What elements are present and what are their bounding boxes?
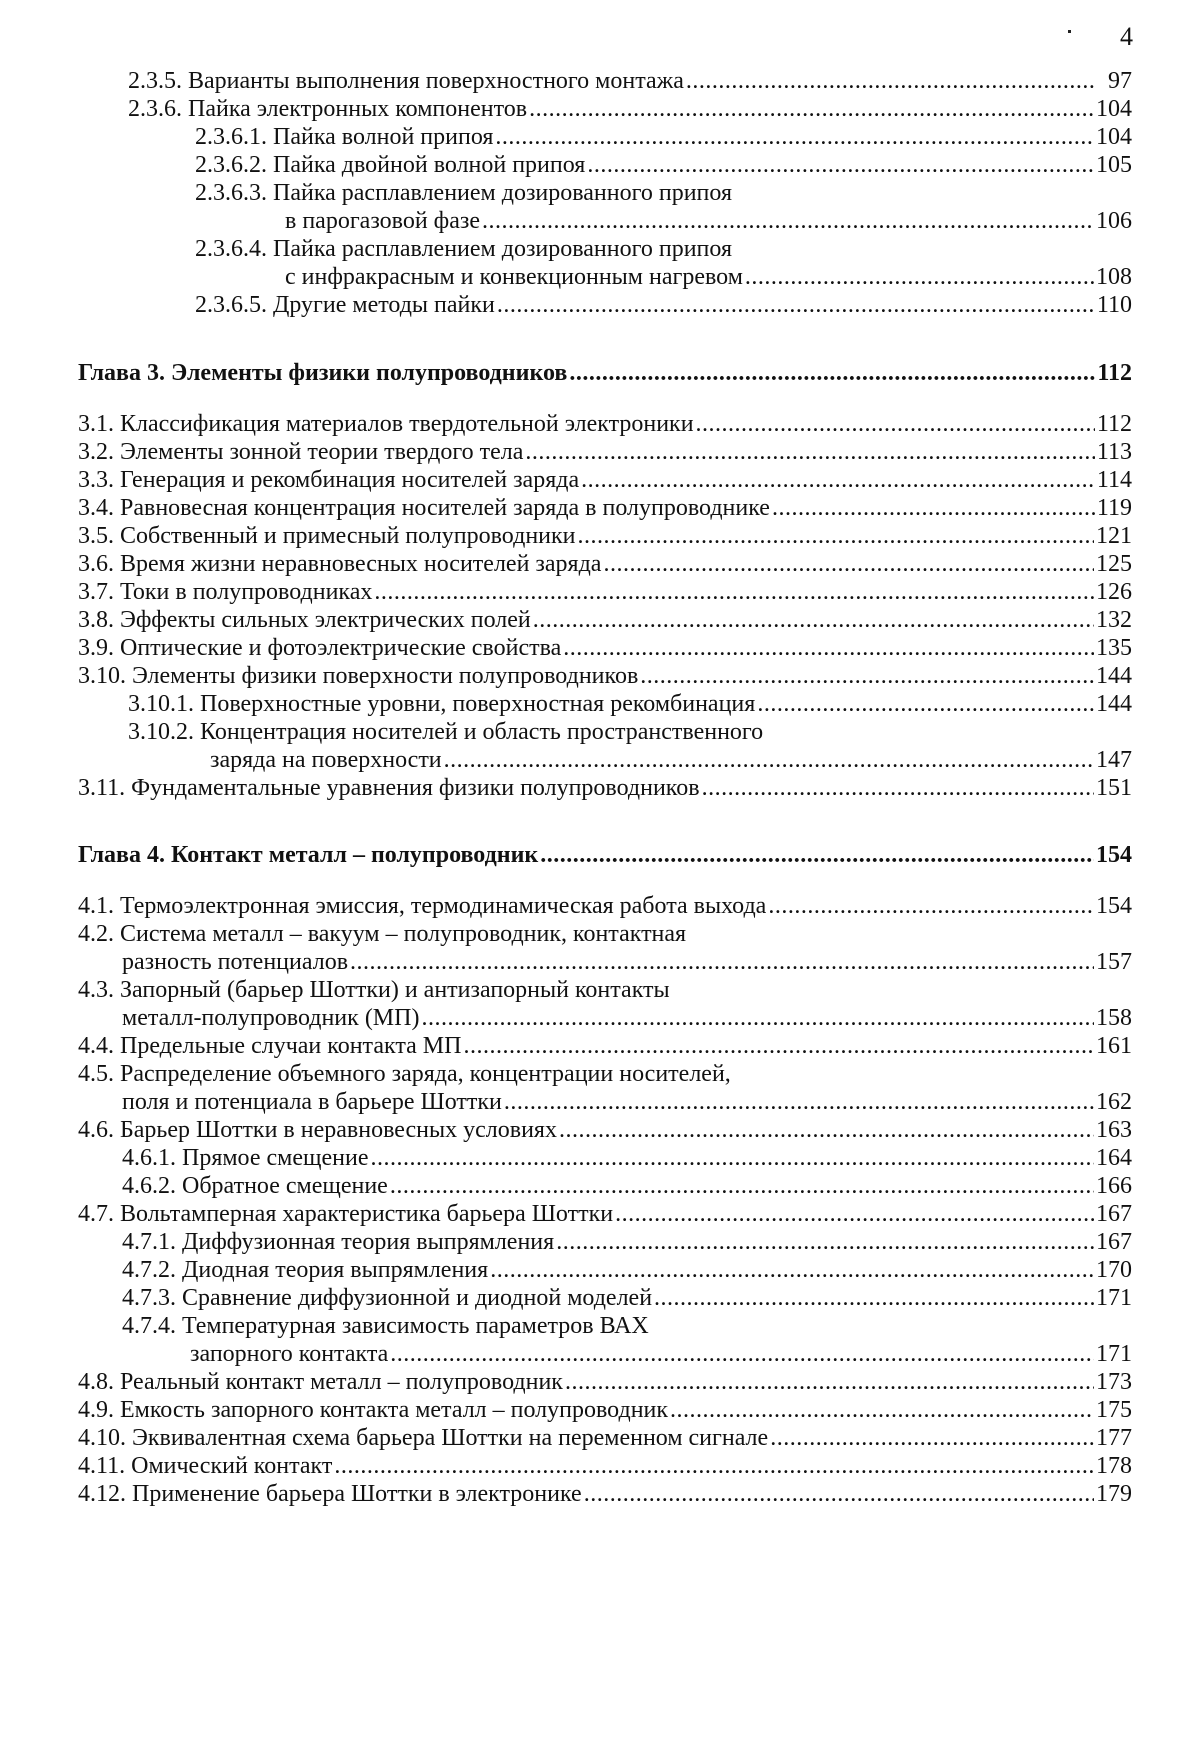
toc-entry-1-title: 2.3.6. Пайка электронных компонентов [128, 96, 528, 122]
toc-entry [78, 1199, 1132, 1230]
toc-entry-34-title: 4.7.4. Температурная зависимость параметров ВАХ [122, 1313, 649, 1339]
toc-entry-7-title: Глава 3. Элементы физики полупроводников [78, 360, 568, 386]
toc-entry-9-title: 3.2. Элементы зонной теории твердого тела [78, 439, 524, 465]
toc-entry-15-page-number: 132 [1096, 607, 1132, 633]
toc-entry [195, 122, 1132, 153]
toc-entry-26-page-number: 162 [1096, 1089, 1132, 1115]
toc-entry-9-page-number: 113 [1096, 439, 1132, 465]
toc-entry [78, 437, 1132, 468]
dot-leader [540, 840, 1094, 871]
dot-leader [350, 947, 1094, 978]
toc-entry-30-page-number: 167 [1096, 1201, 1132, 1227]
dot-leader [565, 1367, 1094, 1398]
dot-leader [529, 94, 1094, 125]
toc-entry [78, 1115, 1132, 1146]
toc-entry-14-page-number: 126 [1096, 579, 1132, 605]
toc-entry [78, 549, 1132, 580]
dot-leader [772, 493, 1095, 524]
toc-entry [78, 1395, 1132, 1426]
toc-entry-31-page-number: 167 [1096, 1229, 1132, 1255]
dot-leader [569, 358, 1095, 389]
toc-entry [78, 577, 1132, 608]
chapter-heading [78, 840, 1132, 871]
toc-entry-36-page-number: 175 [1096, 1397, 1132, 1423]
toc-entry-39-title: 4.12. Применение барьера Шоттки в электронике [78, 1481, 582, 1507]
toc-entry-37-title: 4.10. Эквивалентная схема барьера Шоттки на переменном сигнале [78, 1425, 769, 1451]
dot-leader [578, 521, 1094, 552]
toc-entry-29-page-number: 166 [1096, 1173, 1132, 1199]
chapter-heading [78, 358, 1132, 389]
toc-entry-10-page-number: 114 [1096, 467, 1132, 493]
toc-entry [122, 1227, 1132, 1258]
dot-leader [563, 633, 1094, 664]
dot-leader [587, 150, 1094, 181]
toc-entry-11-page-number: 119 [1096, 495, 1132, 521]
toc-entry [210, 745, 1132, 776]
dot-leader [603, 549, 1094, 580]
toc-entry-21-page-number: 154 [1096, 842, 1132, 868]
toc-entry-5-title-cont: с инфракрасным и конвекционным нагревом [285, 264, 743, 290]
dot-leader [421, 1003, 1094, 1034]
toc-entry-23-page-number: 157 [1096, 949, 1132, 975]
dot-leader [757, 689, 1094, 720]
scan-speck [1068, 30, 1071, 33]
toc-entry-13-title: 3.6. Время жизни неравновесных носителей заряда [78, 551, 602, 577]
dot-leader [390, 1171, 1094, 1202]
toc-entry-27-title: 4.6. Барьер Шоттки в неравновесных условиях [78, 1117, 557, 1143]
toc-entry [78, 1367, 1132, 1398]
dot-leader [615, 1199, 1094, 1230]
toc-entry-28-title: 4.6.1. Прямое смещение [122, 1145, 369, 1171]
toc-entry-26-title-cont: поля и потенциала в барьере Шоттки [122, 1089, 502, 1115]
toc-entry-23-title-cont: разность потенциалов [122, 949, 349, 975]
dot-leader [640, 661, 1094, 692]
toc-entry-20-title: 3.11. Фундаментальные уравнения физики полупроводников [78, 775, 700, 801]
toc-entry [285, 262, 1132, 293]
dot-leader [370, 1143, 1094, 1174]
dot-leader [654, 1283, 1094, 1314]
toc-entry-5-page-number: 108 [1096, 264, 1132, 290]
toc-entry [78, 1423, 1132, 1454]
toc-entry-34-title-cont: запорного контакта [190, 1341, 389, 1367]
toc-entry [122, 1171, 1132, 1202]
toc-entry-24-title: 4.3. Запорный (барьер Шоттки) и антизапорный контакты [78, 977, 670, 1003]
dot-leader [444, 745, 1094, 776]
toc-entry-14-title: 3.7. Токи в полупроводниках [78, 579, 373, 605]
toc-entry [122, 1143, 1132, 1174]
toc-entry-24-title-cont: металл-полупроводник (МП) [122, 1005, 420, 1031]
toc-entry [122, 1255, 1132, 1286]
dot-leader [525, 437, 1094, 468]
toc-entry-4-title-cont: в парогазовой фазе [285, 208, 481, 234]
dot-leader [745, 262, 1094, 293]
toc-entry-36-title: 4.9. Емкость запорного контакта металл – полупроводник [78, 1397, 669, 1423]
toc-entry [78, 661, 1132, 692]
dot-leader [581, 465, 1095, 496]
toc-entry-35-title: 4.8. Реальный контакт металл – полупроводник [78, 1369, 563, 1395]
toc-entry-10-title: 3.3. Генерация и рекомбинация носителей заряда [78, 467, 580, 493]
toc-entry-1-page-number: 104 [1096, 96, 1132, 122]
toc-entry-31-title: 4.7.1. Диффузионная теория выпрямления [122, 1229, 555, 1255]
toc-entry-12-page-number: 121 [1096, 523, 1132, 549]
dot-leader [495, 122, 1094, 153]
toc-entry-22-page-number: 154 [1096, 893, 1132, 919]
toc-entry-4-title: 2.3.6.3. Пайка расплавлением дозированного припоя [195, 180, 732, 206]
dot-leader [497, 290, 1095, 321]
toc-entry [128, 94, 1132, 125]
dot-leader [559, 1115, 1094, 1146]
toc-entry-3-title: 2.3.6.2. Пайка двойной волной припоя [195, 152, 586, 178]
dot-leader [670, 1395, 1094, 1426]
toc-entry-8-title: 3.1. Классификация материалов твердотельной электроники [78, 411, 694, 437]
dot-leader [584, 1479, 1094, 1510]
toc-entry-29-title: 4.6.2. Обратное смещение [122, 1173, 388, 1199]
toc-entry-4-page-number: 106 [1096, 208, 1132, 234]
toc-entry [78, 605, 1132, 636]
toc-entry-38-page-number: 178 [1096, 1453, 1132, 1479]
toc-entry-24-page-number: 158 [1096, 1005, 1132, 1031]
toc-entry-11-title: 3.4. Равновесная концентрация носителей заряда в полупроводнике [78, 495, 770, 521]
toc-entry [78, 465, 1132, 496]
toc-entry [78, 1031, 1132, 1062]
dot-leader [556, 1227, 1094, 1258]
toc-entry [190, 1339, 1132, 1370]
toc-entry [78, 493, 1132, 524]
toc-entry-38-title: 4.11. Омический контакт [78, 1453, 333, 1479]
toc-entry-16-page-number: 135 [1096, 635, 1132, 661]
toc-entry [195, 290, 1132, 321]
toc-entry-28-page-number: 164 [1096, 1145, 1132, 1171]
toc-entry-35-page-number: 173 [1096, 1369, 1132, 1395]
toc-entry-17-page-number: 144 [1096, 663, 1132, 689]
toc-entry [78, 1451, 1132, 1482]
dot-leader [696, 409, 1095, 440]
toc-entry-20-page-number: 151 [1096, 775, 1132, 801]
dot-leader [504, 1087, 1094, 1118]
toc-entry-19-title: 3.10.2. Концентрация носителей и область пространственного [128, 719, 764, 745]
toc-entry-23-title: 4.2. Система металл – вакуум – полупроводник, контактная [78, 921, 687, 947]
toc-entry [122, 1087, 1132, 1118]
dot-leader [686, 66, 1096, 97]
toc-entry [78, 633, 1132, 664]
toc-entry [78, 773, 1132, 804]
dot-leader [770, 1423, 1094, 1454]
toc-entry-18-page-number: 144 [1096, 691, 1132, 717]
toc-entry [122, 1003, 1132, 1034]
toc-entry-25-page-number: 161 [1096, 1033, 1132, 1059]
dot-leader [463, 1031, 1094, 1062]
toc-entry [78, 1479, 1132, 1510]
toc-entry-33-page-number: 171 [1096, 1285, 1132, 1311]
dot-leader [390, 1339, 1094, 1370]
toc-entry-33-title: 4.7.3. Сравнение диффузионной и диодной моделей [122, 1285, 653, 1311]
toc-entry-19-title-cont: заряда на поверхности [210, 747, 442, 773]
toc-entry-16-title: 3.9. Оптические и фотоэлектрические свойства [78, 635, 562, 661]
toc-entry-13-page-number: 125 [1096, 551, 1132, 577]
toc-entry-2-title: 2.3.6.1. Пайка волной припоя [195, 124, 494, 150]
toc-entry [78, 521, 1132, 552]
toc-entry [122, 1283, 1132, 1314]
toc-entry-5-title: 2.3.6.4. Пайка расплавлением дозированного припоя [195, 236, 732, 262]
toc-entry-30-title: 4.7. Вольтамперная характеристика барьера Шоттки [78, 1201, 614, 1227]
toc-entry-3-page-number: 105 [1096, 152, 1132, 178]
toc-entry-19-page-number: 147 [1096, 747, 1132, 773]
dot-leader [490, 1255, 1094, 1286]
toc-entry-15-title: 3.8. Эффекты сильных электрических полей [78, 607, 531, 633]
toc-entry-0-title: 2.3.5. Варианты выполнения поверхностного монтажа [128, 68, 684, 94]
toc-entry-21-title: Глава 4. Контакт металл – полупроводник [78, 842, 539, 868]
dot-leader [702, 773, 1094, 804]
toc-entry-22-title: 4.1. Термоэлектронная эмиссия, термодинамическая работа выхода [78, 893, 767, 919]
toc-entry [78, 409, 1132, 440]
toc-entry-6-title: 2.3.6.5. Другие методы пайки [195, 292, 495, 318]
toc-entry-12-title: 3.5. Собственный и примесный полупроводники [78, 523, 576, 549]
toc-entry-6-page-number: 110 [1096, 292, 1132, 318]
toc-entry-7-page-number: 112 [1097, 360, 1132, 386]
dot-leader [374, 577, 1094, 608]
dot-leader [533, 605, 1094, 636]
toc-entry-8-page-number: 112 [1096, 411, 1132, 437]
toc-entry [285, 206, 1132, 237]
toc-entry [195, 150, 1132, 181]
toc-entry [128, 689, 1132, 720]
toc-entry-0-page-number: 97 [1108, 68, 1132, 94]
toc-entry [78, 891, 1132, 922]
toc-entry-25-title: 4.4. Предельные случаи контакта МП [78, 1033, 462, 1059]
toc-entry-34-page-number: 171 [1096, 1341, 1132, 1367]
toc-entry-37-page-number: 177 [1096, 1425, 1132, 1451]
page-number: 4 [1120, 22, 1133, 51]
toc-entry-32-title: 4.7.2. Диодная теория выпрямления [122, 1257, 489, 1283]
toc-entry-2-page-number: 104 [1096, 124, 1132, 150]
toc-entry-39-page-number: 179 [1096, 1481, 1132, 1507]
toc-entry-17-title: 3.10. Элементы физики поверхности полупроводников [78, 663, 639, 689]
toc-entry-26-title: 4.5. Распределение объемного заряда, концентрации носителей, [78, 1061, 731, 1087]
dot-leader [482, 206, 1094, 237]
dot-leader [334, 1451, 1094, 1482]
toc-entry-27-page-number: 163 [1096, 1117, 1132, 1143]
toc-entry [128, 66, 1132, 97]
toc-entry-32-page-number: 170 [1096, 1257, 1132, 1283]
dot-leader [768, 891, 1094, 922]
toc-entry [122, 947, 1132, 978]
toc-entry-18-title: 3.10.1. Поверхностные уровни, поверхностная рекомбинация [128, 691, 756, 717]
